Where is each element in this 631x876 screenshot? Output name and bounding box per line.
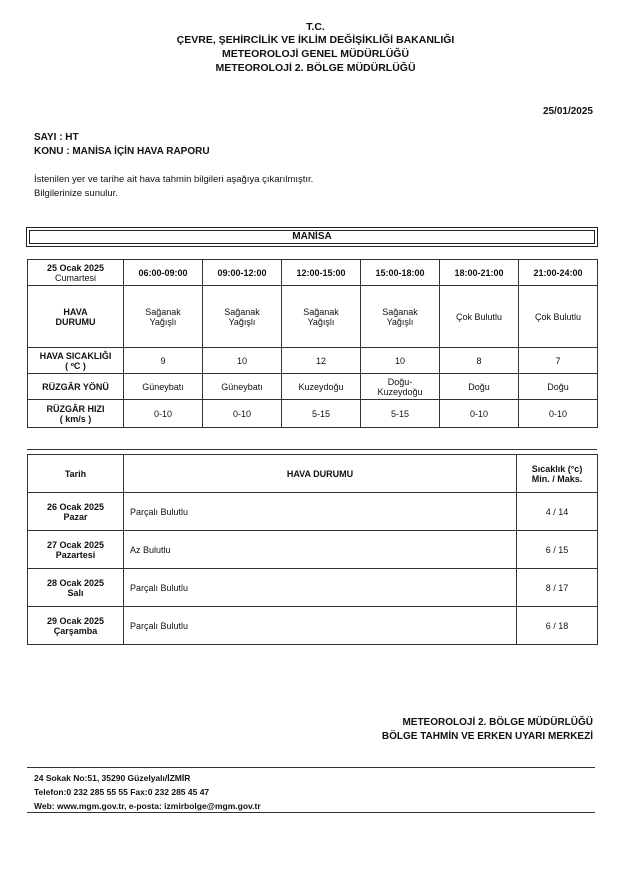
- temperature-cell: 12: [282, 348, 361, 374]
- wind-speed-label-1: RÜZGÂR HIZI: [46, 403, 105, 414]
- period-header: 09:00-12:00: [203, 260, 282, 286]
- condition-text: Sağanak: [382, 306, 418, 317]
- temperature-cell: 10: [203, 348, 282, 374]
- condition-cell: [519, 286, 598, 348]
- report-date: 25/01/2025: [542, 106, 593, 117]
- temperature-cell: 9: [124, 348, 203, 374]
- wind-speed-cell: 0-10: [519, 400, 598, 428]
- city-title: MANİSA: [29, 230, 595, 244]
- condition-cell: [440, 286, 519, 348]
- wind-direction-cell: [203, 374, 282, 400]
- daily-date-cell: [28, 531, 124, 569]
- city-title-box: [26, 227, 598, 247]
- wind-direction-cell: [124, 374, 203, 400]
- condition-cell: [361, 286, 440, 348]
- daily-row: [28, 493, 598, 531]
- daily-col-date: Tarih: [28, 455, 124, 493]
- temperature-cell: 8: [440, 348, 519, 374]
- wind-direction-cell: [440, 374, 519, 400]
- wind-speed-cell: 0-10: [124, 400, 203, 428]
- condition-text: Sağanak: [224, 306, 260, 317]
- wind-speed-row: [28, 400, 598, 428]
- daily-condition: Parçalı Bulutlu: [124, 569, 517, 607]
- header-region: METEOROLOJİ 2. BÖLGE MÜDÜRLÜĞÜ: [215, 62, 416, 74]
- condition-text: Yağışlı: [149, 316, 177, 327]
- temperature-label-2: ( ºC ): [65, 360, 86, 371]
- temperature-row: [28, 348, 598, 374]
- wind-speed-cell: 0-10: [440, 400, 519, 428]
- condition-cell: [282, 286, 361, 348]
- period-header: 21:00-24:00: [519, 260, 598, 286]
- daily-header-row: [28, 455, 598, 493]
- intro-line-2: Bilgilerinize sunulur.: [34, 188, 118, 199]
- daily-col-temp-2: Min. / Maks.: [531, 473, 583, 484]
- footer-bottom-line: [27, 812, 595, 813]
- hourly-header-row: [28, 260, 598, 286]
- condition-text: Çok Bulutlu: [534, 311, 582, 322]
- wind-speed-label: [28, 400, 124, 428]
- daily-col-temp: [517, 455, 598, 493]
- daily-temp: 6 / 18: [517, 607, 598, 645]
- condition-row: [28, 286, 598, 348]
- wind-direction-row: [28, 374, 598, 400]
- wind-speed-cell: 5-15: [282, 400, 361, 428]
- footer-top-line: [27, 767, 595, 768]
- footer-web: Web: www.mgm.gov.tr, e-posta: izmirbolge@mgm.gov.tr: [34, 801, 261, 811]
- daily-row: [28, 569, 598, 607]
- temperature-label: [28, 348, 124, 374]
- daily-date-cell: [28, 493, 124, 531]
- signature-line-2: BÖLGE TAHMİN VE ERKEN UYARI MERKEZİ: [381, 731, 593, 742]
- daily-day: Salı: [67, 587, 84, 598]
- wind-direction-label: RÜZGÂR YÖNÜ: [28, 374, 124, 400]
- daily-date: 28 Ocak 2025: [46, 577, 105, 588]
- signature-line-1: METEOROLOJİ 2. BÖLGE MÜDÜRLÜĞÜ: [402, 717, 593, 728]
- wind-speed-label-2: ( km/s ): [59, 413, 92, 424]
- daily-col-condition: HAVA DURUMU: [124, 455, 517, 493]
- footer-phone: Telefon:0 232 285 55 55 Fax:0 232 285 45 47: [34, 787, 210, 797]
- hourly-day-cell: [28, 260, 124, 286]
- daily-row: [28, 607, 598, 645]
- daily-date: 29 Ocak 2025: [46, 615, 105, 626]
- temperature-label-1: HAVA SICAKLIĞI: [39, 350, 112, 361]
- daily-date: 26 Ocak 2025: [46, 501, 105, 512]
- wind-direction-text: Doğu: [468, 381, 490, 392]
- hourly-forecast-table: [27, 259, 598, 428]
- daily-temp: 6 / 15: [517, 531, 598, 569]
- daily-day: Pazar: [63, 511, 88, 522]
- daily-date-cell: [28, 569, 124, 607]
- condition-text: Yağışlı: [228, 316, 256, 327]
- header-ministry: ÇEVRE, ŞEHİRCİLİK VE İKLİM DEĞİŞİKLİĞİ BAKANLIĞI: [176, 34, 455, 46]
- wind-direction-cell: [282, 374, 361, 400]
- footer-address: 24 Sokak No:51, 35290 Güzelyalı/İZMİR: [34, 773, 191, 783]
- wind-direction-cell: [361, 374, 440, 400]
- daily-date: 27 Ocak 2025: [46, 539, 105, 550]
- temperature-cell: 7: [519, 348, 598, 374]
- daily-temp: 8 / 17: [517, 569, 598, 607]
- konu-line: KONU : MANİSA İÇİN HAVA RAPORU: [34, 146, 210, 157]
- condition-text: Sağanak: [145, 306, 181, 317]
- period-header: 06:00-09:00: [124, 260, 203, 286]
- daily-condition: Az Bulutlu: [124, 531, 517, 569]
- hourly-day-date: 25 Ocak 2025: [46, 262, 105, 273]
- daily-day: Pazartesi: [55, 549, 96, 560]
- period-header: 15:00-18:00: [361, 260, 440, 286]
- wind-direction-text: Güneybatı: [142, 381, 184, 392]
- wind-speed-cell: 0-10: [203, 400, 282, 428]
- wind-direction-text: Kuzeydoğu: [298, 381, 344, 392]
- daily-date-cell: [28, 607, 124, 645]
- daily-day: Çarşamba: [53, 625, 98, 636]
- condition-cell: [124, 286, 203, 348]
- wind-direction-text: Güneybatı: [221, 381, 263, 392]
- condition-label-2: DURUMU: [55, 316, 96, 327]
- daily-temp: 4 / 14: [517, 493, 598, 531]
- hourly-day-name: Cumartesi: [54, 272, 96, 283]
- daily-forecast-table: [27, 454, 598, 645]
- header-tc: T.C.: [306, 21, 325, 33]
- separator-line: [27, 449, 597, 450]
- wind-direction-text: Doğu-: [387, 376, 413, 387]
- condition-label: [28, 286, 124, 348]
- daily-condition: Parçalı Bulutlu: [124, 607, 517, 645]
- wind-direction-text: Doğu: [547, 381, 569, 392]
- sayi-line: SAYI : HT: [34, 132, 79, 143]
- wind-direction-text: Kuzeydoğu: [377, 386, 423, 397]
- period-header: 18:00-21:00: [440, 260, 519, 286]
- condition-cell: [203, 286, 282, 348]
- wind-direction-cell: [519, 374, 598, 400]
- period-header: 12:00-15:00: [282, 260, 361, 286]
- daily-col-temp-1: Sıcaklık (°c): [531, 463, 583, 474]
- condition-label-1: HAVA: [63, 306, 88, 317]
- daily-row: [28, 531, 598, 569]
- intro-line-1: İstenilen yer ve tarihe ait hava tahmin bilgileri aşağıya çıkarılmıştır.: [34, 174, 314, 185]
- daily-condition: Parçalı Bulutlu: [124, 493, 517, 531]
- temperature-cell: 10: [361, 348, 440, 374]
- condition-text: Yağışlı: [307, 316, 335, 327]
- condition-text: Yağışlı: [386, 316, 414, 327]
- wind-speed-cell: 5-15: [361, 400, 440, 428]
- header-directorate: METEOROLOJİ GENEL MÜDÜRLÜĞÜ: [221, 48, 410, 60]
- condition-text: Sağanak: [303, 306, 339, 317]
- condition-text: Çok Bulutlu: [455, 311, 503, 322]
